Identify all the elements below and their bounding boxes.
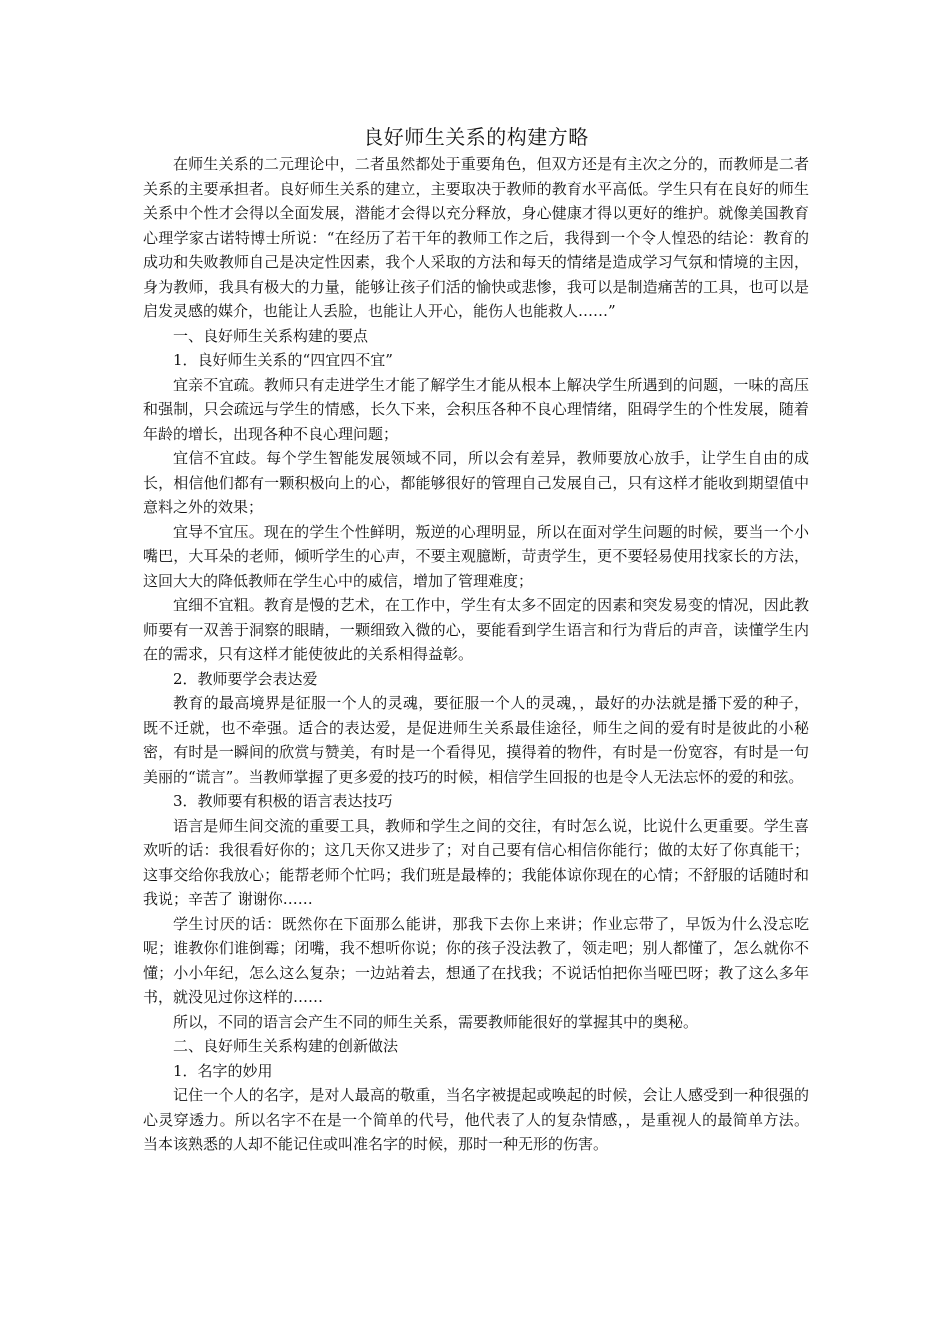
body-paragraph: 语言是师生间交流的重要工具，教师和学生之间的交往，有时怎么说，比说什么更重要。学生喜欢听的话：我很看好你的；这几天你又进步了；对自己要有信心相信你能行；做的太好了你真能干；这事交给你我放心；能帮老师个忙吗；我们班是最棒的；我能体谅你现在的心情；不舒服的话随时和我说；辛苦了 谢谢你…… (143, 816, 809, 908)
body-paragraph: 宜亲不宜疏。教师只有走进学生才能了解学生才能从根本上解决学生所遇到的问题，一味的高压和强制，只会疏远与学生的情感，长久下来，会积压各种不良心理情绪，阻碍学生的个性发展，随着年龄的增长，出现各种不良心理问题； (143, 375, 809, 443)
document-title: 良好师生关系的构建方略 (363, 125, 589, 149)
body-paragraph: 宜信不宜歧。每个学生智能发展领域不同，所以会有差异，教师要放心放手，让学生自由的成长，相信他们都有一颗积极向上的心，都能够很好的管理自己发展自己，只有这样才能收到期望值中意料之外的效果； (143, 449, 809, 516)
subsection-heading-1-1: 1．良好师生关系的“四宜四不宜” (173, 351, 393, 369)
body-paragraph: 所以，不同的语言会产生不同的师生关系，需要教师能很好的掌握其中的奥秘。 (173, 1012, 699, 1031)
body-paragraph: 宜细不宜粗。教育是慢的艺术，在工作中，学生有太多不固定的因素和突发易变的情况，因此教师要有一双善于洞察的眼睛，一颗细致入微的心，要能看到学生语言和行为背后的声音，读懂学生内在的需求，只有这样才能使彼此的关系相得益彰。 (143, 596, 809, 663)
body-paragraph: 学生讨厌的话：既然你在下面那么能讲，那我下去你上来讲；作业忘带了，早饭为什么没忘吃呢；谁教你们谁倒霉；闭嘴，我不想听你说；你的孩子没法教了，领走吧；别人都懂了，怎么就你不懂；小小年纪，怎么这么复杂；一边站着去，想通了在找我；不说话怕把你当哑巴呀；教了这么多年书，就没见过你这样的…… (143, 914, 809, 1006)
subsection-heading-1-3: 3．教师要有积极的语言表达技巧 (173, 792, 393, 810)
section-heading-2: 二、良好师生关系构建的创新做法 (173, 1037, 399, 1055)
section-heading-1: 一、良好师生关系构建的要点 (173, 326, 369, 345)
intro-paragraph: 在师生关系的二元理论中，二者虽然都处于重要角色，但双方还是有主次之分的，而教师是二者关系的主要承担者。良好师生关系的建立，主要取决于教师的教育水平高低。学生只有在良好的师生关系中个性才会得以全面发展，潜能才会得以充分释放，身心健康才得以更好的维护。就像美国教育心理学家古诺特博士所说：“在经历了若干年的教师工作之后，我得到一个令人惶恐的结论：教育的成功和失败教师自己是决定性因素，我个人采取的方法和每天的情绪是造成学习气氛和情境的主因，身为教师，我具有极大的力量，能够让孩子们活的愉快或悲惨，我可以是制造痛苦的工具，也可以是启发灵感的媒介，也能让人丢脸，也能让人开心，能伤人也能救人……” (143, 155, 809, 320)
body-paragraph: 教育的最高境界是征服一个人的灵魂，要征服一个人的灵魂，，最好的办法就是播下爱的种子，既不迁就，也不牵强。适合的表达爱，是促进师生关系最佳途径，师生之间的爱有时是彼此的小秘密，有时是一瞬间的欣赏与赞美，有时是一个看得见，摸得着的物件，有时是一份宽容，有时是一句美丽的“谎言”。当教师掌握了更多爱的技巧的时候，相信学生回报的也是令人无法忘怀的爱的和弦。 (143, 694, 809, 786)
body-paragraph: 宜导不宜压。现在的学生个性鲜明，叛逆的心理明显，所以在面对学生问题的时候，要当一个小嘴巴，大耳朵的老师，倾听学生的心声，不要主观臆断，苛责学生，更不要轻易使用找家长的方法，这回大大的降低教师在学生心中的威信，增加了管理难度； (143, 522, 809, 590)
document-page (143, 122, 809, 1157)
body-paragraph: 记住一个人的名字，是对人最高的敬重，当名字被提起或唤起的时候，会让人感受到一种很强的心灵穿透力。所以名字不在是一个简单的代号，他代表了人的复杂情感，，是重视人的最简单方法。当本该熟悉的人却不能记住或叫准名字的时候，那时一种无形的伤害。 (143, 1086, 809, 1153)
document-body (143, 152, 809, 1157)
subsection-heading-2-1: 1．名字的妙用 (173, 1061, 273, 1080)
subsection-heading-1-2: 2．教师要学会表达爱 (173, 669, 318, 688)
